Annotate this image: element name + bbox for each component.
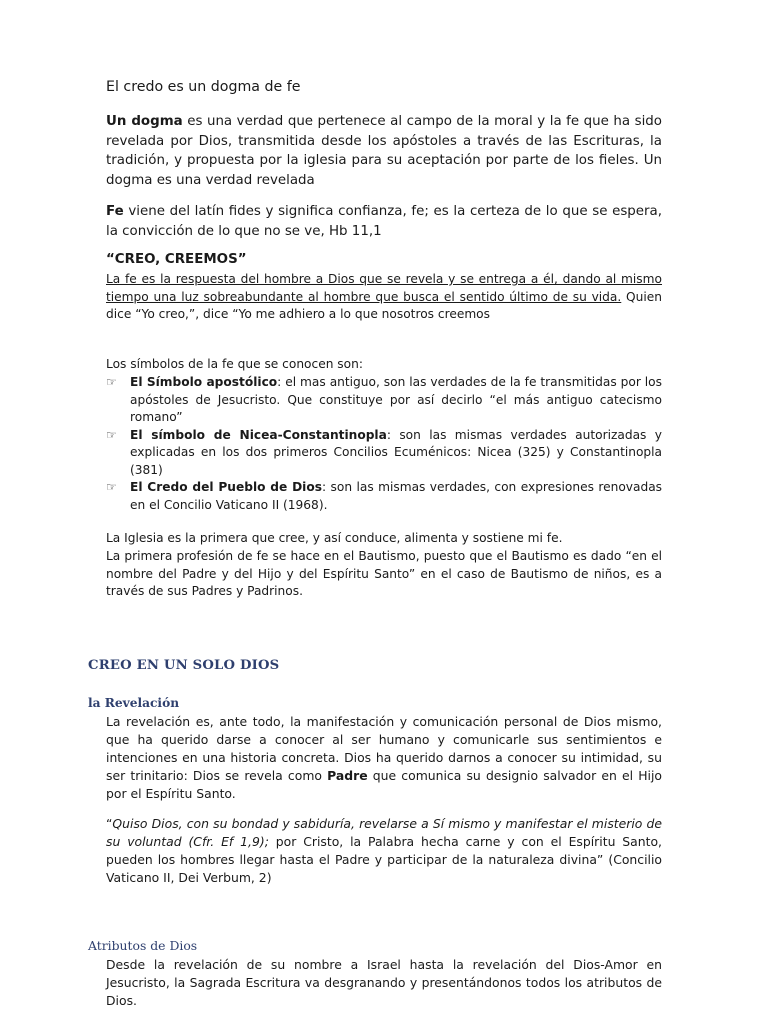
quote-open-mark: “: [106, 816, 113, 831]
symbol-item: [106, 479, 662, 514]
symbol-term: El símbolo de Nicea-Constantinopla: [130, 427, 387, 442]
symbol-term: El Credo del Pueblo de Dios: [130, 480, 322, 494]
creo-rest-text: Quien dice “Yo creo,”, dice “Yo me adhiero a lo que nosotros creemos: [106, 289, 662, 321]
pointing-hand-icon: ☞: [106, 480, 117, 494]
symbol-text: : el mas antiguo, son las verdades de la fe transmitidas por los apóstoles de Jesucristo. Que constituye por así decirlo “el más antiguo catecismo romano”: [130, 375, 662, 424]
symbol-item: [106, 374, 662, 427]
symbols-list: [106, 374, 662, 514]
symbol-term: El Símbolo apostólico: [130, 375, 278, 389]
revelacion-text-a: La revelación es, ante todo, la manifestación y comunicación personal de Dios mismo, que ha querido darse a conocer al ser humano y comunicarle sus sentimientos e intenciones en una historia concreta. Dios ha querido darnos a conocer su intimidad, su ser trinitario: Dios se revela como: [106, 714, 662, 783]
creo-underlined-text: La fe es la respuesta del hombre a Dios que se revela y se entrega a él, dando al mismo tiempo una luz sobreabundante al hombre que busca el sentido último de su vida.: [106, 272, 662, 304]
dei-verbum-quote: [106, 815, 662, 887]
section-title: El credo es un dogma de fe: [106, 79, 301, 95]
pointing-hand-icon: ☞: [106, 427, 117, 442]
quote-rest-text: por Cristo, la Palabra hecha carne y con el Espíritu Santo, pueden los hombres llegar hasta el Padre y participar de la naturaleza divina” (Concilio Vaticano II, Dei Verbum, 2): [106, 834, 663, 885]
dogma-paragraph: [106, 112, 662, 190]
symbols-intro: Los símbolos de la fe que se conocen son:: [106, 357, 363, 371]
atributos-paragraph: Desde la revelación de su nombre a Israel hasta la revelación del Dios-Amor en Jesucristo, la Sagrada Escritura va desgranando y presentándonos todos los atributos de Dios.: [106, 957, 662, 1008]
revelacion-text-b: que comunica su designio salvador en el Hijo por el Espíritu Santo.: [106, 768, 662, 801]
pointing-hand-icon: ☞: [106, 375, 117, 389]
iglesia-line-1: La Iglesia es la primera que cree, y así conduce, alimenta y sostiene mi fe.: [106, 531, 563, 545]
revelacion-paragraph: [106, 713, 662, 803]
creo-en-dios-heading: CREO EN UN SOLO DIOS: [88, 658, 280, 673]
iglesia-line-2: La primera profesión de fe se hace en el Bautismo, puesto que el Bautismo es dado “en el nombre del Padre y del Hijo y del Espíritu Santo” en el caso de Bautismo de niños, es a través de sus Padres y Padrinos.: [106, 549, 662, 598]
atributos-heading: Atributos de Dios: [88, 938, 198, 953]
dogma-definition: es una verdad que pertenece al campo de la moral y la fe que ha sido revelada por Dios, transmitida desde los apóstoles a través de las Escrituras, la tradición, y propuesta por la iglesia para su aceptación por parte de los fieles. Un dogma es una verdad revelada: [106, 114, 663, 188]
creo-heading: “CREO, CREEMOS”: [106, 252, 247, 267]
symbol-item: [106, 427, 662, 480]
dogma-term: Un dogma: [106, 114, 183, 129]
creo-paragraph: [106, 271, 662, 324]
fe-definition: viene del latín fides y significa confianza, fe; es la certeza de lo que se espera, la convicción de lo que no se ve, Hb 11,1: [106, 204, 662, 239]
symbol-text: : son las mismas verdades autorizadas y explicadas en los dos primeros Concilios Ecuménicos: Nicea (325) y Constantinopla (381): [130, 427, 662, 477]
quote-italic-text: Quiso Dios, con su bondad y sabiduría, revelarse a Sí mismo y manifestar el misterio de su voluntad (Cfr. Ef 1,9);: [106, 816, 662, 849]
padre-term: Padre: [327, 768, 368, 783]
revelacion-heading: la Revelación: [88, 696, 180, 710]
symbol-text: : son las mismas verdades, con expresiones renovadas en el Concilio Vaticano II (1968).: [130, 480, 663, 512]
fe-term: Fe: [106, 204, 124, 219]
fe-paragraph: [106, 202, 662, 241]
